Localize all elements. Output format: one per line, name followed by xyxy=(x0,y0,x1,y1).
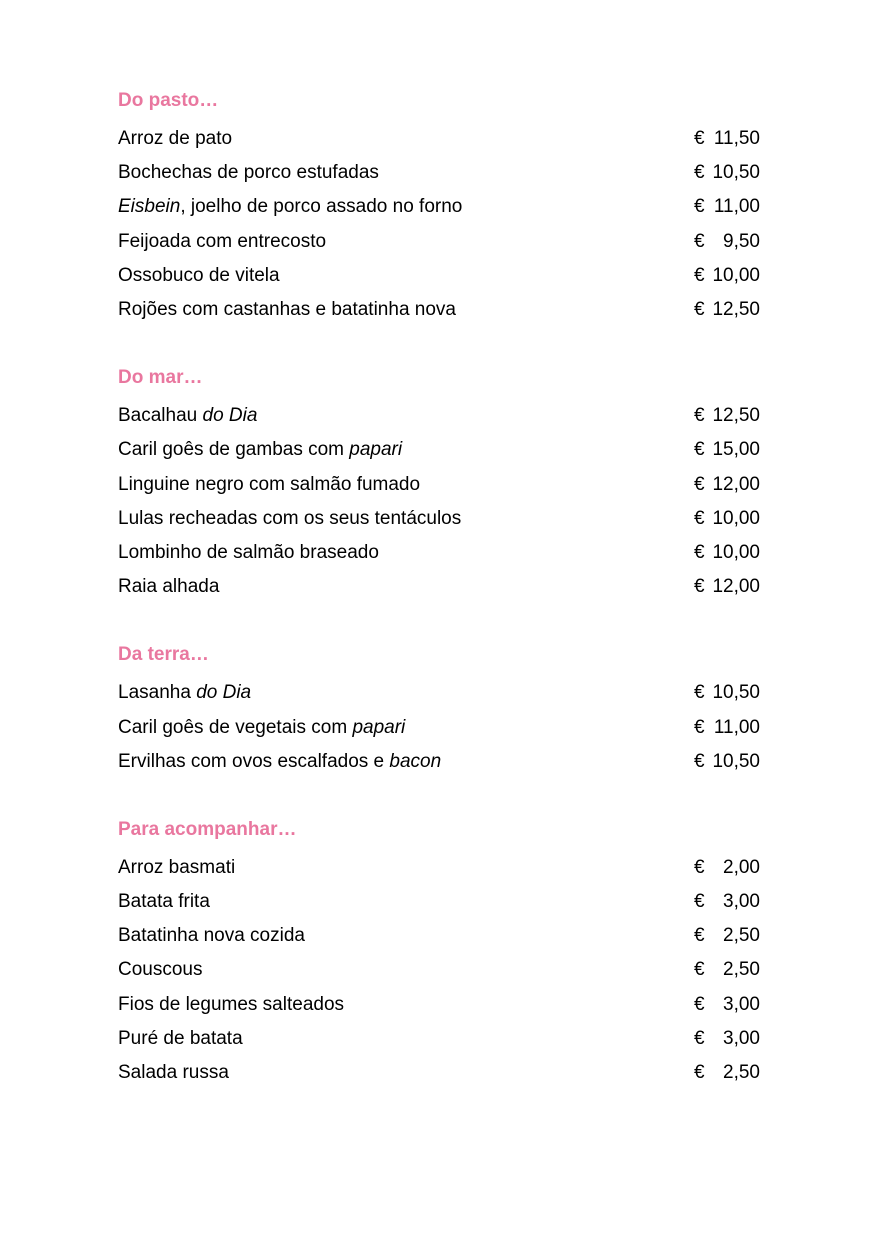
item-name-part: Bochechas de porco estufadas xyxy=(118,162,379,184)
currency-symbol: € xyxy=(694,925,705,947)
item-price xyxy=(694,959,760,981)
price-amount: 2,00 xyxy=(723,856,760,878)
price-amount: 9,50 xyxy=(723,230,760,252)
item-price xyxy=(694,1028,760,1050)
menu-item xyxy=(118,122,760,156)
item-name-part: Lasanha xyxy=(118,682,197,704)
item-name-italic-part: bacon xyxy=(389,750,442,772)
item-name xyxy=(118,717,405,739)
item-price xyxy=(694,925,760,947)
price-amount: 2,50 xyxy=(723,925,760,947)
currency-symbol: € xyxy=(694,1062,705,1084)
item-price xyxy=(694,857,760,879)
currency-symbol: € xyxy=(694,128,705,150)
menu-item xyxy=(118,190,760,224)
item-price xyxy=(694,891,760,913)
menu-item xyxy=(118,1022,760,1056)
item-price xyxy=(694,717,760,739)
item-name-part: Lombinho de salmão braseado xyxy=(118,541,379,563)
currency-symbol: € xyxy=(694,541,705,563)
item-name-part: Arroz de pato xyxy=(118,128,233,150)
menu-item xyxy=(118,988,760,1022)
currency-symbol: € xyxy=(694,230,705,252)
item-name xyxy=(118,751,441,773)
item-name-part: Couscous xyxy=(118,959,203,981)
item-name xyxy=(118,474,420,496)
currency-symbol: € xyxy=(694,1027,705,1049)
item-price xyxy=(694,265,760,287)
item-name xyxy=(118,405,257,427)
section-title: Do mar… xyxy=(118,367,203,389)
item-name xyxy=(118,891,210,913)
menu-item xyxy=(118,259,760,293)
item-name-part: Bacalhau xyxy=(118,405,203,427)
item-name xyxy=(118,959,203,981)
price-amount: 10,00 xyxy=(712,264,760,286)
item-price xyxy=(694,439,760,461)
item-price xyxy=(694,231,760,253)
item-price xyxy=(694,542,760,564)
price-amount: 11,50 xyxy=(713,128,760,150)
item-price xyxy=(694,405,760,427)
section-title: Do pasto… xyxy=(118,90,219,111)
item-name xyxy=(118,196,462,218)
item-name xyxy=(118,508,461,530)
menu-item xyxy=(118,851,760,885)
menu-item xyxy=(118,156,760,190)
item-name-part: Batatinha nova cozida xyxy=(118,925,305,947)
menu-item xyxy=(118,953,760,987)
item-name-italic-part: papari xyxy=(349,439,403,461)
item-price xyxy=(694,1062,760,1084)
item-price xyxy=(694,508,760,530)
item-name-part: Rojões com castanhas e batatinha nova xyxy=(118,299,456,321)
price-amount: 3,00 xyxy=(723,1027,760,1049)
currency-symbol: € xyxy=(694,439,705,461)
item-price xyxy=(694,994,760,1016)
item-name xyxy=(118,1028,243,1050)
currency-symbol: € xyxy=(694,264,705,286)
menu-item xyxy=(118,293,760,327)
item-name xyxy=(118,128,232,150)
currency-symbol: € xyxy=(694,682,705,704)
currency-symbol: € xyxy=(694,473,705,495)
item-name xyxy=(118,265,280,287)
item-price xyxy=(694,162,760,184)
menu-item xyxy=(118,399,760,433)
item-name-italic-part: papari xyxy=(352,716,406,738)
price-amount: 3,00 xyxy=(723,993,760,1015)
item-name-italic-part: Eisbein xyxy=(118,196,181,218)
menu-section xyxy=(118,88,760,327)
item-price xyxy=(694,196,760,218)
currency-symbol: € xyxy=(694,993,705,1015)
item-name-part: Caril goês de gambas com xyxy=(118,439,350,461)
menu-item xyxy=(118,710,760,744)
menu-item xyxy=(118,502,760,536)
item-price xyxy=(694,576,760,598)
item-name xyxy=(118,682,251,704)
price-amount: 12,00 xyxy=(712,473,760,495)
item-name xyxy=(118,994,344,1016)
currency-symbol: € xyxy=(694,891,705,913)
price-amount: 10,50 xyxy=(712,750,760,772)
price-amount: 10,50 xyxy=(712,682,760,704)
item-name xyxy=(118,542,379,564)
currency-symbol: € xyxy=(694,196,705,218)
item-name xyxy=(118,1062,229,1084)
item-name-italic-part: do Dia xyxy=(202,405,258,427)
menu-item xyxy=(118,919,760,953)
item-name-italic-part: do Dia xyxy=(196,682,252,704)
price-amount: 2,50 xyxy=(723,1062,760,1084)
menu-item xyxy=(118,433,760,467)
price-amount: 12,50 xyxy=(712,405,760,427)
item-name-part: Fios de legumes salteados xyxy=(118,993,345,1015)
menu xyxy=(118,88,760,1128)
menu-item xyxy=(118,536,760,570)
price-amount: 3,00 xyxy=(723,891,760,913)
item-price xyxy=(694,128,760,150)
currency-symbol: € xyxy=(694,507,705,529)
currency-symbol: € xyxy=(694,162,705,184)
currency-symbol: € xyxy=(694,750,705,772)
item-name-part: Arroz basmati xyxy=(118,856,236,878)
currency-symbol: € xyxy=(694,856,705,878)
item-name xyxy=(118,576,219,598)
price-amount: 12,00 xyxy=(712,576,760,598)
menu-section xyxy=(118,817,760,1090)
item-name-part: Feijoada com entrecosto xyxy=(118,230,327,252)
item-price xyxy=(694,474,760,496)
item-name-part: Puré de batata xyxy=(118,1027,243,1049)
price-amount: 11,00 xyxy=(713,716,760,738)
price-amount: 15,00 xyxy=(712,439,760,461)
item-name-part: Ossobuco de vitela xyxy=(118,264,280,286)
menu-item xyxy=(118,570,760,604)
currency-symbol: € xyxy=(694,716,705,738)
currency-symbol: € xyxy=(694,405,705,427)
item-name-part: Ervilhas com ovos escalfados e xyxy=(118,750,390,772)
item-name-part: Raia alhada xyxy=(118,576,220,598)
menu-section xyxy=(118,642,760,779)
menu-section xyxy=(118,365,760,604)
price-amount: 10,00 xyxy=(712,507,760,529)
price-amount: 10,00 xyxy=(712,541,760,563)
item-name xyxy=(118,162,379,184)
item-name xyxy=(118,925,305,947)
price-amount: 2,50 xyxy=(723,959,760,981)
item-name xyxy=(118,857,235,879)
currency-symbol: € xyxy=(694,576,705,598)
item-price xyxy=(694,682,760,704)
item-price xyxy=(694,751,760,773)
price-amount: 10,50 xyxy=(712,162,760,184)
currency-symbol: € xyxy=(694,959,705,981)
currency-symbol: € xyxy=(694,299,705,321)
price-amount: 12,50 xyxy=(712,299,760,321)
item-price xyxy=(694,299,760,321)
menu-item xyxy=(118,676,760,710)
menu-item xyxy=(118,468,760,502)
item-name-part: Caril goês de vegetais com xyxy=(118,716,353,738)
menu-item xyxy=(118,225,760,259)
item-name-part: Lulas recheadas com os seus tentáculos xyxy=(118,507,462,529)
item-name-part: Batata frita xyxy=(118,891,210,913)
menu-item xyxy=(118,885,760,919)
section-title: Para acompanhar… xyxy=(118,818,297,840)
item-name-part: , joelho de porco assado no forno xyxy=(180,196,463,218)
item-name xyxy=(118,231,326,253)
menu-item xyxy=(118,1056,760,1090)
menu-item xyxy=(118,745,760,779)
price-amount: 11,00 xyxy=(713,196,760,218)
item-name-part: Salada russa xyxy=(118,1062,229,1084)
item-name-part: Linguine negro com salmão fumado xyxy=(118,473,421,495)
item-name xyxy=(118,299,456,321)
section-title: Da terra… xyxy=(118,644,209,666)
item-name xyxy=(118,439,402,461)
